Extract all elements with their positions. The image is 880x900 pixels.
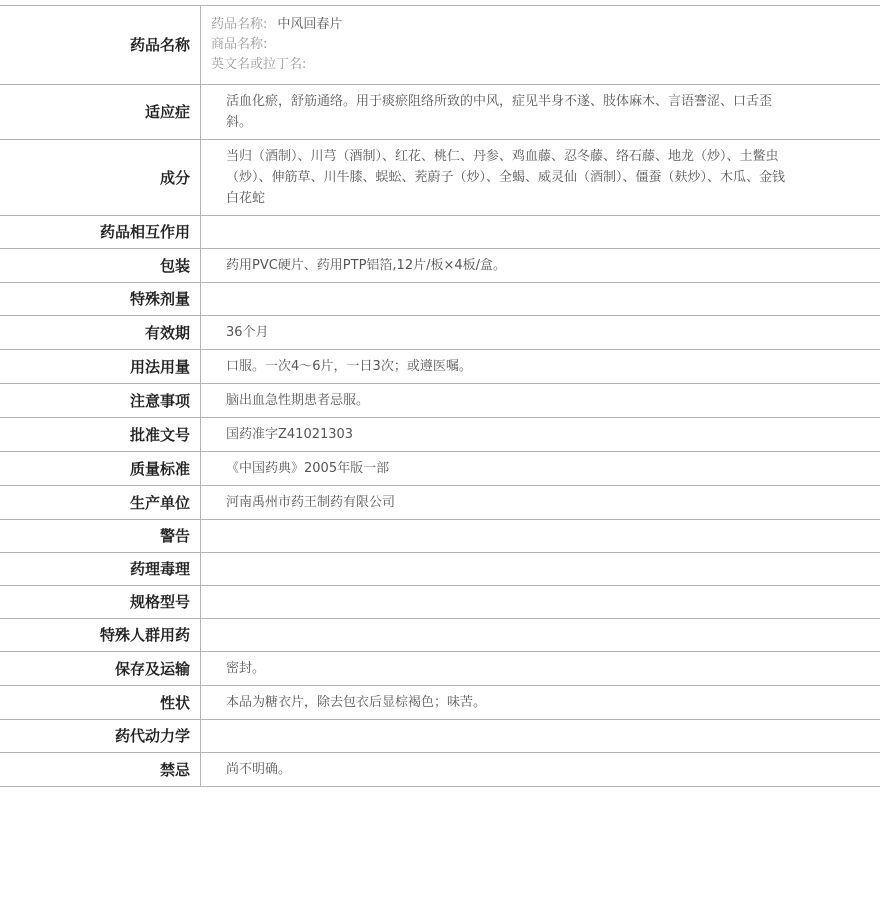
row-value-dosage: 口服。一次4～6片，一日3次；或遵医嘱。 (226, 359, 472, 374)
row-value-storage: 密封。 (226, 661, 266, 676)
row-value-manufacturer: 河南禹州市药王制药有限公司 (226, 495, 396, 510)
row-value-special-populations (201, 619, 880, 652)
drug-name-value: 中风回春片 (277, 17, 343, 32)
row-value-shelf-life: 36个月 (226, 325, 269, 340)
row-label-name: 药品名称 (0, 6, 201, 85)
row-value-precautions: 脑出血急性期患者忌服。 (226, 393, 370, 408)
spec-row-contraindications (0, 753, 880, 787)
drug-name-label: 药品名称: (211, 17, 268, 32)
drug-name-line (211, 15, 860, 35)
spec-row-name (0, 6, 880, 85)
spec-row-storage (0, 652, 880, 686)
row-label-packaging: 包装 (0, 249, 201, 283)
row-value-approval-number: 国药准字Z41021303 (226, 427, 354, 442)
row-value-interactions (201, 216, 880, 249)
spec-row-specification (0, 586, 880, 619)
row-label-special-populations: 特殊人群用药 (0, 619, 201, 652)
spec-row-pharmacology (0, 553, 880, 586)
spec-row-packaging (0, 249, 880, 283)
row-label-contraindications: 禁忌 (0, 753, 201, 787)
spec-row-special-dosage (0, 283, 880, 316)
english-name-label: 英文名或拉丁名: (211, 57, 307, 72)
row-label-shelf-life: 有效期 (0, 316, 201, 350)
spec-row-description (0, 686, 880, 720)
row-label-storage: 保存及运输 (0, 652, 201, 686)
row-value-ingredients: 当归（酒制）、川芎（酒制）、红花、桃仁、丹参、鸡血藤、忍冬藤、络石藤、地龙（炒）、土鳖虫（炒）、伸筋草、川牛膝、蜈蚣、茺蔚子（炒）、全蝎、威灵仙（酒制）、僵蚕（麸炒）、木瓜、金钱白花蛇 (226, 149, 786, 206)
row-label-indications: 适应症 (0, 85, 201, 140)
spec-row-quality-standard (0, 452, 880, 486)
row-value-contraindications: 尚不明确。 (226, 762, 292, 777)
row-value-specification (201, 586, 880, 619)
spec-row-interactions (0, 216, 880, 249)
spec-row-pharmacokinetics (0, 720, 880, 753)
row-label-dosage: 用法用量 (0, 350, 201, 384)
spec-row-approval-number (0, 418, 880, 452)
row-label-manufacturer: 生产单位 (0, 486, 201, 520)
row-label-approval-number: 批准文号 (0, 418, 201, 452)
row-value-description: 本品为糖衣片，除去包衣后显棕褐色；味苦。 (226, 695, 487, 710)
drug-spec-table (0, 5, 880, 787)
row-value-pharmacology (201, 553, 880, 586)
spec-row-shelf-life (0, 316, 880, 350)
trade-name-label: 商品名称: (211, 37, 268, 52)
row-label-warning: 警告 (0, 520, 201, 553)
row-label-specification: 规格型号 (0, 586, 201, 619)
row-label-ingredients: 成分 (0, 140, 201, 216)
spec-row-special-populations (0, 619, 880, 652)
spec-row-precautions (0, 384, 880, 418)
name-block (201, 6, 880, 85)
row-value-indications: 活血化瘀，舒筋通络。用于痰瘀阻络所致的中风，症见半身不遂、肢体麻木、言语謇涩、口舌歪斜。 (226, 94, 773, 130)
row-label-pharmacokinetics: 药代动力学 (0, 720, 201, 753)
row-value-special-dosage (201, 283, 880, 316)
row-value-pharmacokinetics (201, 720, 880, 753)
spec-row-ingredients (0, 140, 880, 216)
row-label-pharmacology: 药理毒理 (0, 553, 201, 586)
row-label-interactions: 药品相互作用 (0, 216, 201, 249)
trade-name-line (211, 35, 860, 55)
spec-row-warning (0, 520, 880, 553)
row-label-description: 性状 (0, 686, 201, 720)
row-label-quality-standard: 质量标准 (0, 452, 201, 486)
row-value-packaging: 药用PVC硬片、药用PTP铝箔,12片/板×4板/盒。 (226, 258, 507, 273)
spec-row-manufacturer (0, 486, 880, 520)
row-value-quality-standard: 《中国药典》2005年版一部 (226, 461, 390, 476)
english-name-line (211, 55, 860, 75)
row-value-warning (201, 520, 880, 553)
row-label-special-dosage: 特殊剂量 (0, 283, 201, 316)
spec-row-indications (0, 85, 880, 140)
spec-row-dosage (0, 350, 880, 384)
row-label-precautions: 注意事项 (0, 384, 201, 418)
